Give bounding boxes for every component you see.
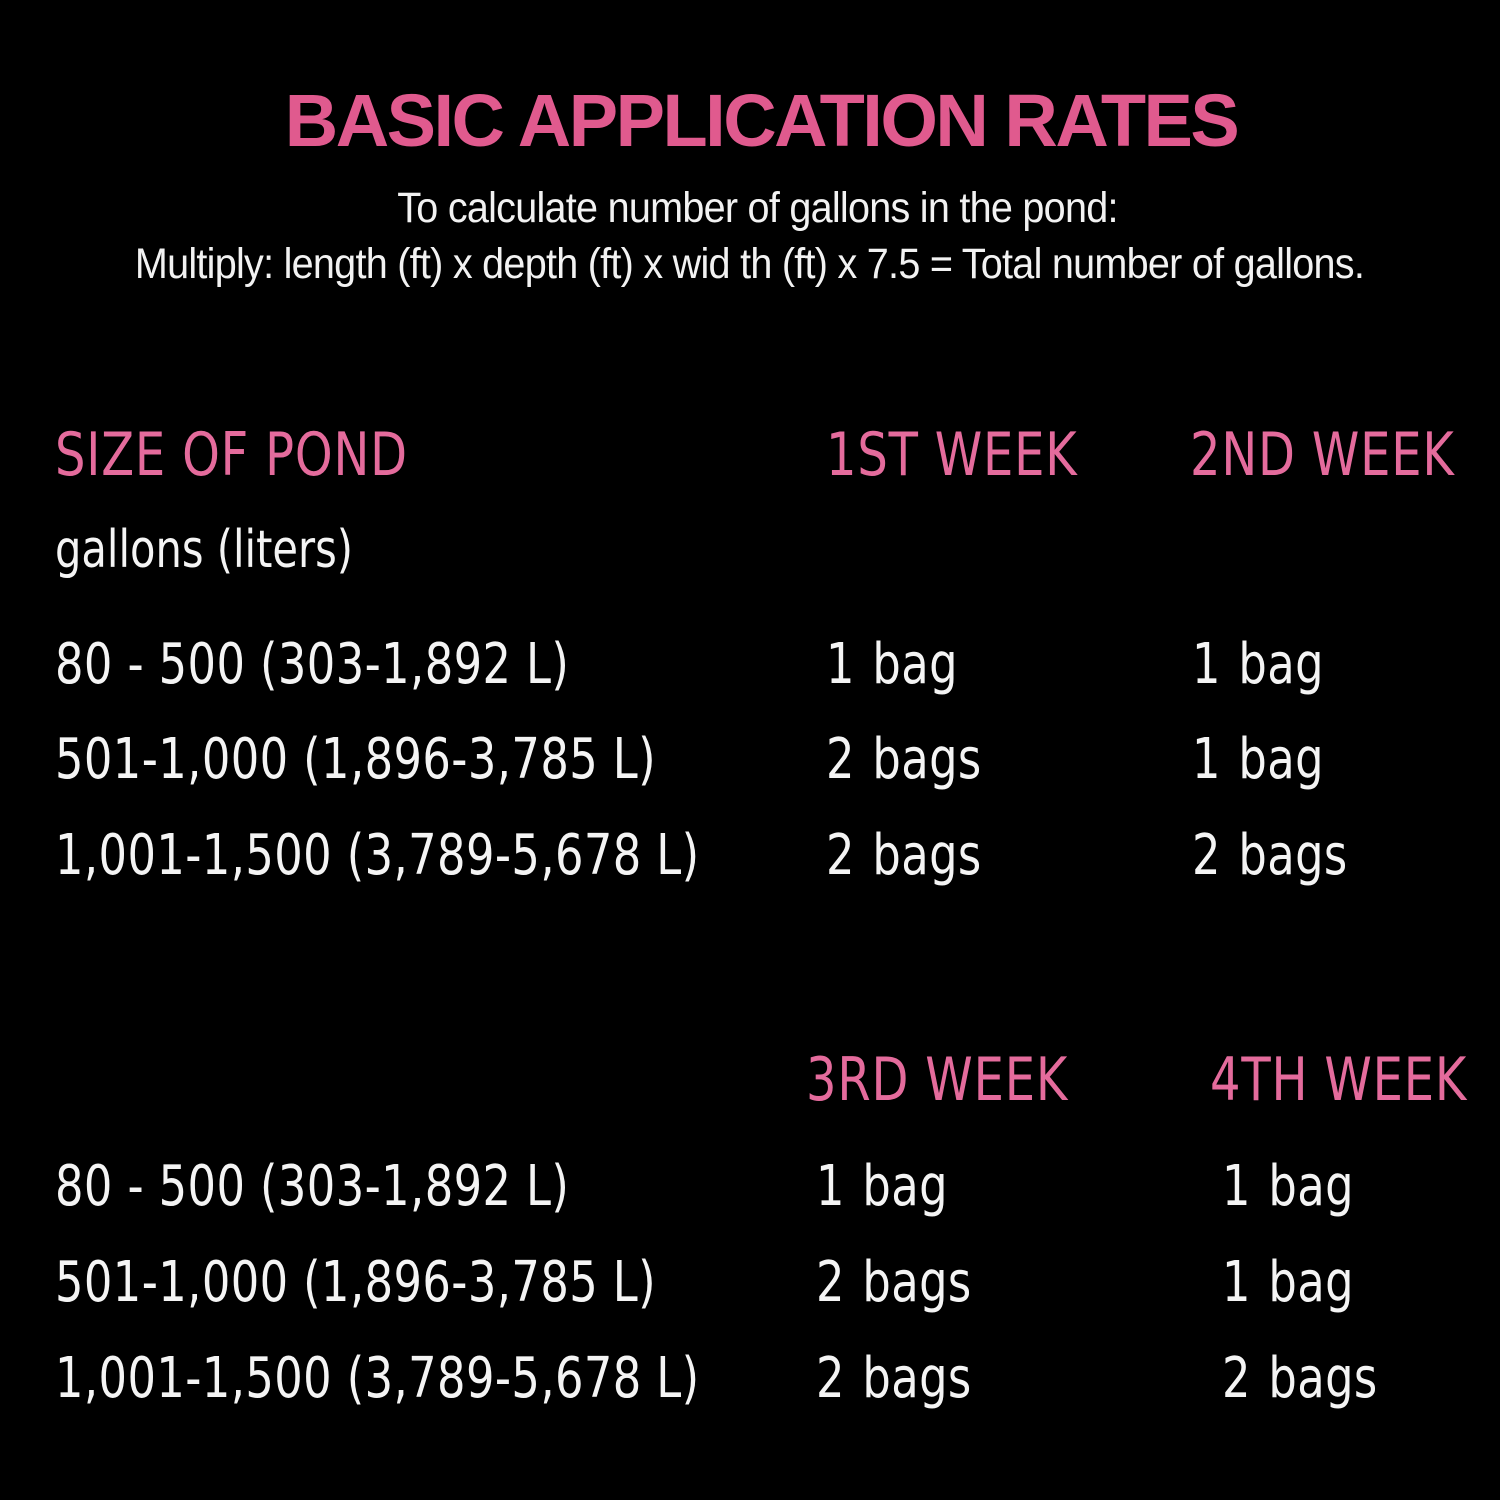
qty-unit: bag <box>862 1154 948 1219</box>
qty-unit: bags <box>1268 1346 1378 1411</box>
qty-unit: bag <box>872 632 958 697</box>
header-1st-week: 1ST WEEK <box>826 420 1078 490</box>
qty-unit: bags <box>872 727 982 792</box>
table-row-week1-qty <box>826 632 958 697</box>
qty-unit: bag <box>1238 727 1324 792</box>
qty-unit: bag <box>1268 1154 1354 1219</box>
qty-number: 1 <box>1192 727 1221 792</box>
table-row-size: 501-1,000 (1,896-3,785 L) <box>55 1250 656 1315</box>
header-size-of-pond: SIZE OF POND <box>55 420 408 490</box>
table-row-week3-qty <box>816 1154 948 1219</box>
table-row-week4-qty <box>1222 1154 1354 1219</box>
table-row-week4-qty <box>1222 1346 1378 1411</box>
table-row-size: 1,001-1,500 (3,789-5,678 L) <box>55 1346 700 1411</box>
qty-number: 1 <box>1192 632 1221 697</box>
qty-number: 2 <box>1192 823 1221 888</box>
qty-unit: bags <box>872 823 982 888</box>
header-2nd-week: 2ND WEEK <box>1190 420 1455 490</box>
qty-number: 2 <box>826 727 855 792</box>
qty-unit: bag <box>1268 1250 1354 1315</box>
intro-line-2: Multiply: length (ft) x depth (ft) x wid th (ft) x 7.5 = Total number of gallons. <box>134 240 1365 288</box>
table-row-week1-qty <box>826 823 982 888</box>
qty-number: 2 <box>816 1250 845 1315</box>
header-3rd-week: 3RD WEEK <box>806 1045 1069 1115</box>
qty-number: 2 <box>816 1346 845 1411</box>
table-row-week2-qty <box>1192 632 1324 697</box>
table-row-week2-qty <box>1192 823 1348 888</box>
table-row-week1-qty <box>826 727 982 792</box>
qty-number: 1 <box>1222 1154 1251 1219</box>
table-row-size: 501-1,000 (1,896-3,785 L) <box>55 727 656 792</box>
header-4th-week: 4TH WEEK <box>1210 1045 1468 1115</box>
table-row-size: 80 - 500 (303-1,892 L) <box>55 1154 570 1219</box>
subheader-gallons-liters: gallons (liters) <box>55 520 353 580</box>
qty-number: 2 <box>826 823 855 888</box>
qty-unit: bags <box>1238 823 1348 888</box>
table-row-week4-qty <box>1222 1250 1354 1315</box>
table-row-week2-qty <box>1192 727 1324 792</box>
qty-number: 2 <box>1222 1346 1251 1411</box>
qty-unit: bags <box>862 1346 972 1411</box>
table-row-size: 1,001-1,500 (3,789-5,678 L) <box>55 823 700 888</box>
qty-unit: bag <box>1238 632 1324 697</box>
page-title: BASIC APPLICATION RATES <box>284 79 1238 162</box>
table-row-week3-qty <box>816 1250 972 1315</box>
table-row-week3-qty <box>816 1346 972 1411</box>
qty-unit: bags <box>862 1250 972 1315</box>
qty-number: 1 <box>816 1154 845 1219</box>
qty-number: 1 <box>826 632 855 697</box>
qty-number: 1 <box>1222 1250 1251 1315</box>
intro-line-1: To calculate number of gallons in the pond: <box>397 184 1118 232</box>
table-row-size: 80 - 500 (303-1,892 L) <box>55 632 570 697</box>
